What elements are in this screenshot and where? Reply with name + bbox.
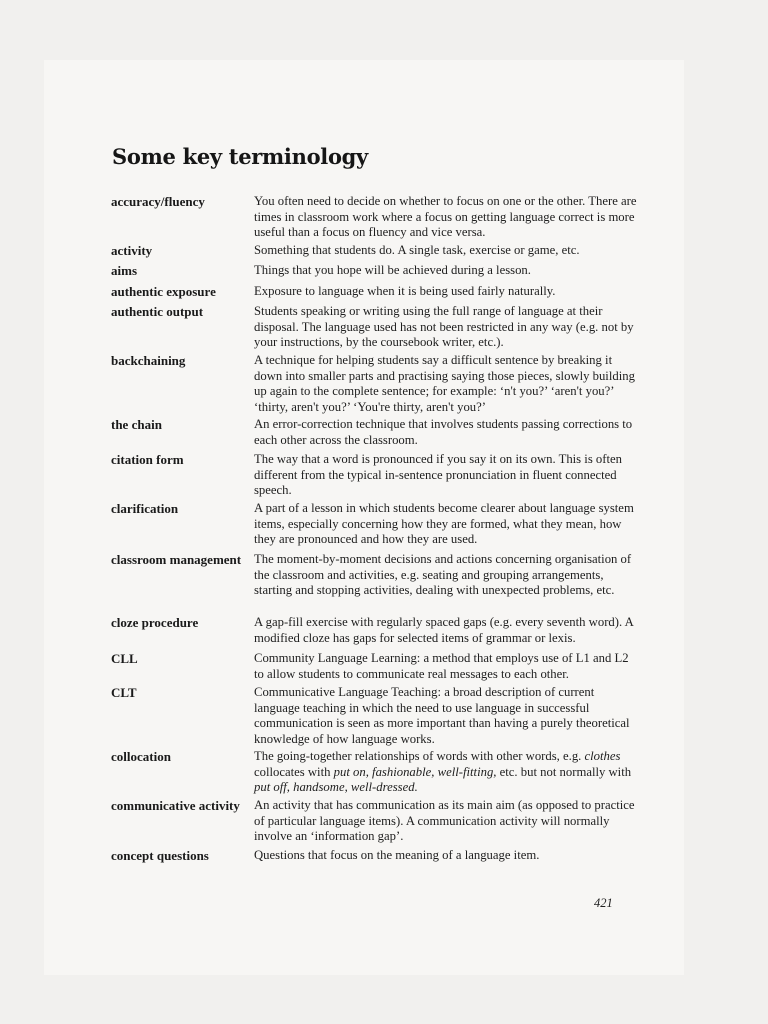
definition-text: The going-together relationships of words with other words, e.g. <box>254 749 585 763</box>
glossary-term: aims <box>111 263 137 278</box>
glossary-term: concept questions <box>111 848 209 863</box>
glossary-definition: A gap-fill exercise with regularly spaced gaps (e.g. every seventh word). A modified cloze has gaps for selected items of grammar or lexis. <box>254 615 634 645</box>
glossary-term: CLL <box>111 651 138 666</box>
glossary-term: communicative activity <box>111 798 240 813</box>
glossary-definition: Community Language Learning: a method that employs use of L1 and L2 to allow students to communicate real messages to each other. <box>254 651 629 681</box>
glossary-definition: An activity that has communication as its main aim (as opposed to practice of particular language items). A communication activity will normally involve an ‘information gap’. <box>254 798 635 843</box>
glossary-term: classroom management <box>111 552 242 567</box>
glossary-definition: A technique for helping students say a difficult sentence by breaking it down into smaller parts and practising saying those pieces, slowly building up again to the complete sentence; for example: ‘n't you?’ ‘aren't you?’ ‘thirty, aren't you?’ ‘You're thirty, aren't you?’ <box>254 353 635 414</box>
definition-text: collocates with <box>254 764 334 779</box>
definition-example: put on, fashionable, well-fitting, <box>333 764 497 779</box>
glossary-definition: A part of a lesson in which students become clearer about language system items, especially concerning how they are formed, what they mean, how they are pronounced and how they are used. <box>254 501 634 546</box>
glossary-term: collocation <box>111 749 171 764</box>
glossary-definition: Students speaking or writing using the full range of language at their disposal. The language used has not been restricted in any way (e.g. not by your instructions, by the coursebook writer, etc.). <box>254 304 634 349</box>
page-title: Some key terminology <box>112 144 368 169</box>
glossary-term: authentic output <box>111 304 204 319</box>
glossary-definition: Things that you hope will be achieved during a lesson. <box>254 263 531 277</box>
glossary-term: accuracy/fluency <box>111 194 205 209</box>
glossary-definition: The moment-by-moment decisions and actions concerning organisation of the classroom and activities, e.g. seating and grouping arrangements, starting and stopping activities, dealing with unexpected problems, etc. <box>254 552 632 597</box>
page-number: 421 <box>594 896 613 910</box>
definition-example: clothes <box>584 749 621 763</box>
glossary-term: activity <box>111 243 153 258</box>
glossary-term: clarification <box>111 501 179 516</box>
definition-example: put off, handsome, well-dressed. <box>254 780 418 794</box>
glossary-definition: The way that a word is pronounced if you say it on its own. This is often different from the typical in-sentence pronunciation in fluent connected speech. <box>254 452 622 497</box>
glossary-definition <box>254 749 639 796</box>
glossary-term: CLT <box>111 685 137 700</box>
glossary-term: the chain <box>111 417 162 432</box>
glossary-term: citation form <box>111 452 184 467</box>
glossary-definition: Something that students do. A single task, exercise or game, etc. <box>254 243 580 257</box>
glossary-definition: You often need to decide on whether to focus on one or the other. There are times in classroom work where a focus on getting language correct is more useful than a focus on fluency and vice versa. <box>254 194 637 239</box>
glossary-definition: Exposure to language when it is being used fairly naturally. <box>254 284 556 298</box>
glossary-definition: Communicative Language Teaching: a broad description of current language teaching in which the need to use language in successful communication is seen as more important than having a purely theoretical knowledge of how language works. <box>254 685 630 746</box>
definition-text: etc. but not normally with <box>496 764 632 779</box>
glossary-definition: An error-correction technique that involves students passing corrections to each other across the classroom. <box>254 417 633 447</box>
glossary-definition: Questions that focus on the meaning of a language item. <box>254 848 540 862</box>
glossary-term: backchaining <box>111 353 186 368</box>
glossary-term: authentic exposure <box>111 284 216 299</box>
glossary-term: cloze procedure <box>111 615 199 630</box>
